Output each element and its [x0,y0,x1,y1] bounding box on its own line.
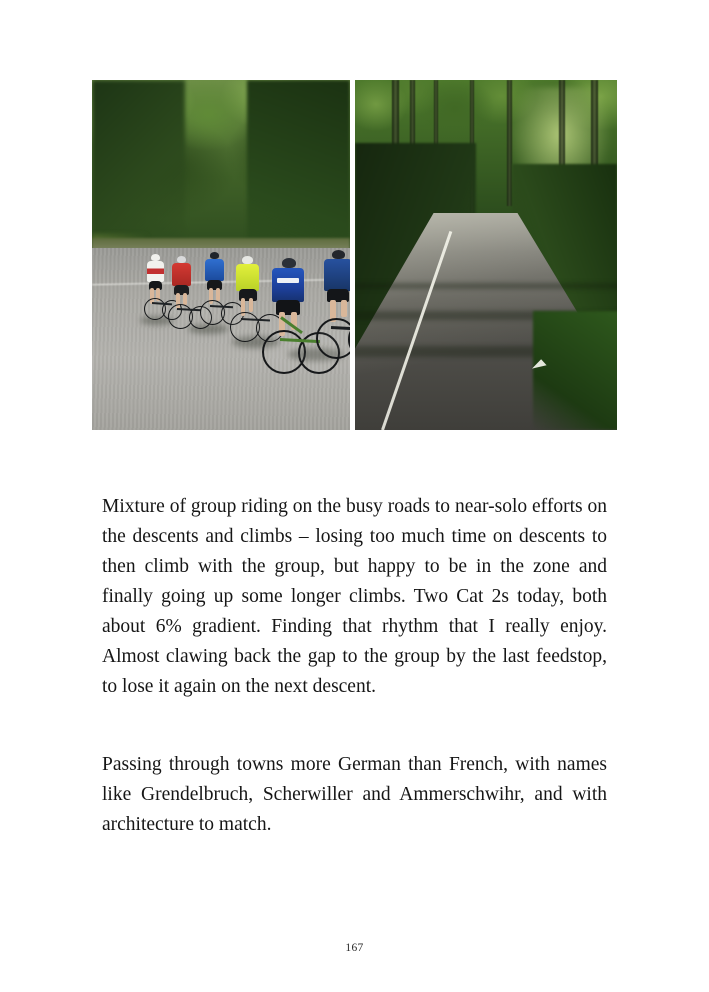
jersey [205,259,224,281]
jersey-text-band [277,278,299,283]
helmet [242,256,253,264]
bicycle-wheel [316,318,350,359]
photo-forest-left-shade [92,80,185,248]
body-paragraph: Mixture of group riding on the busy roads to near-solo efforts on the descents and climbs – losing too much time on descents to then climb with the group, but happy to be in the zone and finally going up some longer climbs. Two Cat 2s today, both about 6% gradient. Finding that rhythm that I really enjoy. Almost clawing back the gap to the group by the last feedstop, to lose it again on the next descent. [102,495,607,697]
tree-trunk [507,80,512,206]
photo-grass-verge [533,311,617,430]
leg [249,298,253,312]
page-number: 167 [345,942,364,954]
photo-cyclists-group [92,80,350,430]
jersey [272,268,304,302]
body-paragraph: Passing through towns more German than French, with names like Grendelbruch, Scherwiller and Ammerschwihr, and with architecture to match. [102,753,607,835]
jersey [147,261,164,282]
leg [341,300,347,317]
helmet [151,254,160,261]
jersey [172,263,191,286]
photo-forest-road [355,80,617,430]
figure-photo-pair [92,80,617,430]
leg [216,288,220,301]
photo-tree-shadow [355,283,617,289]
jersey [236,264,259,291]
helmet [210,252,219,259]
helmet [332,250,345,259]
helmet [282,258,296,268]
helmet [177,256,186,263]
leg [183,293,187,305]
jersey [324,259,350,291]
